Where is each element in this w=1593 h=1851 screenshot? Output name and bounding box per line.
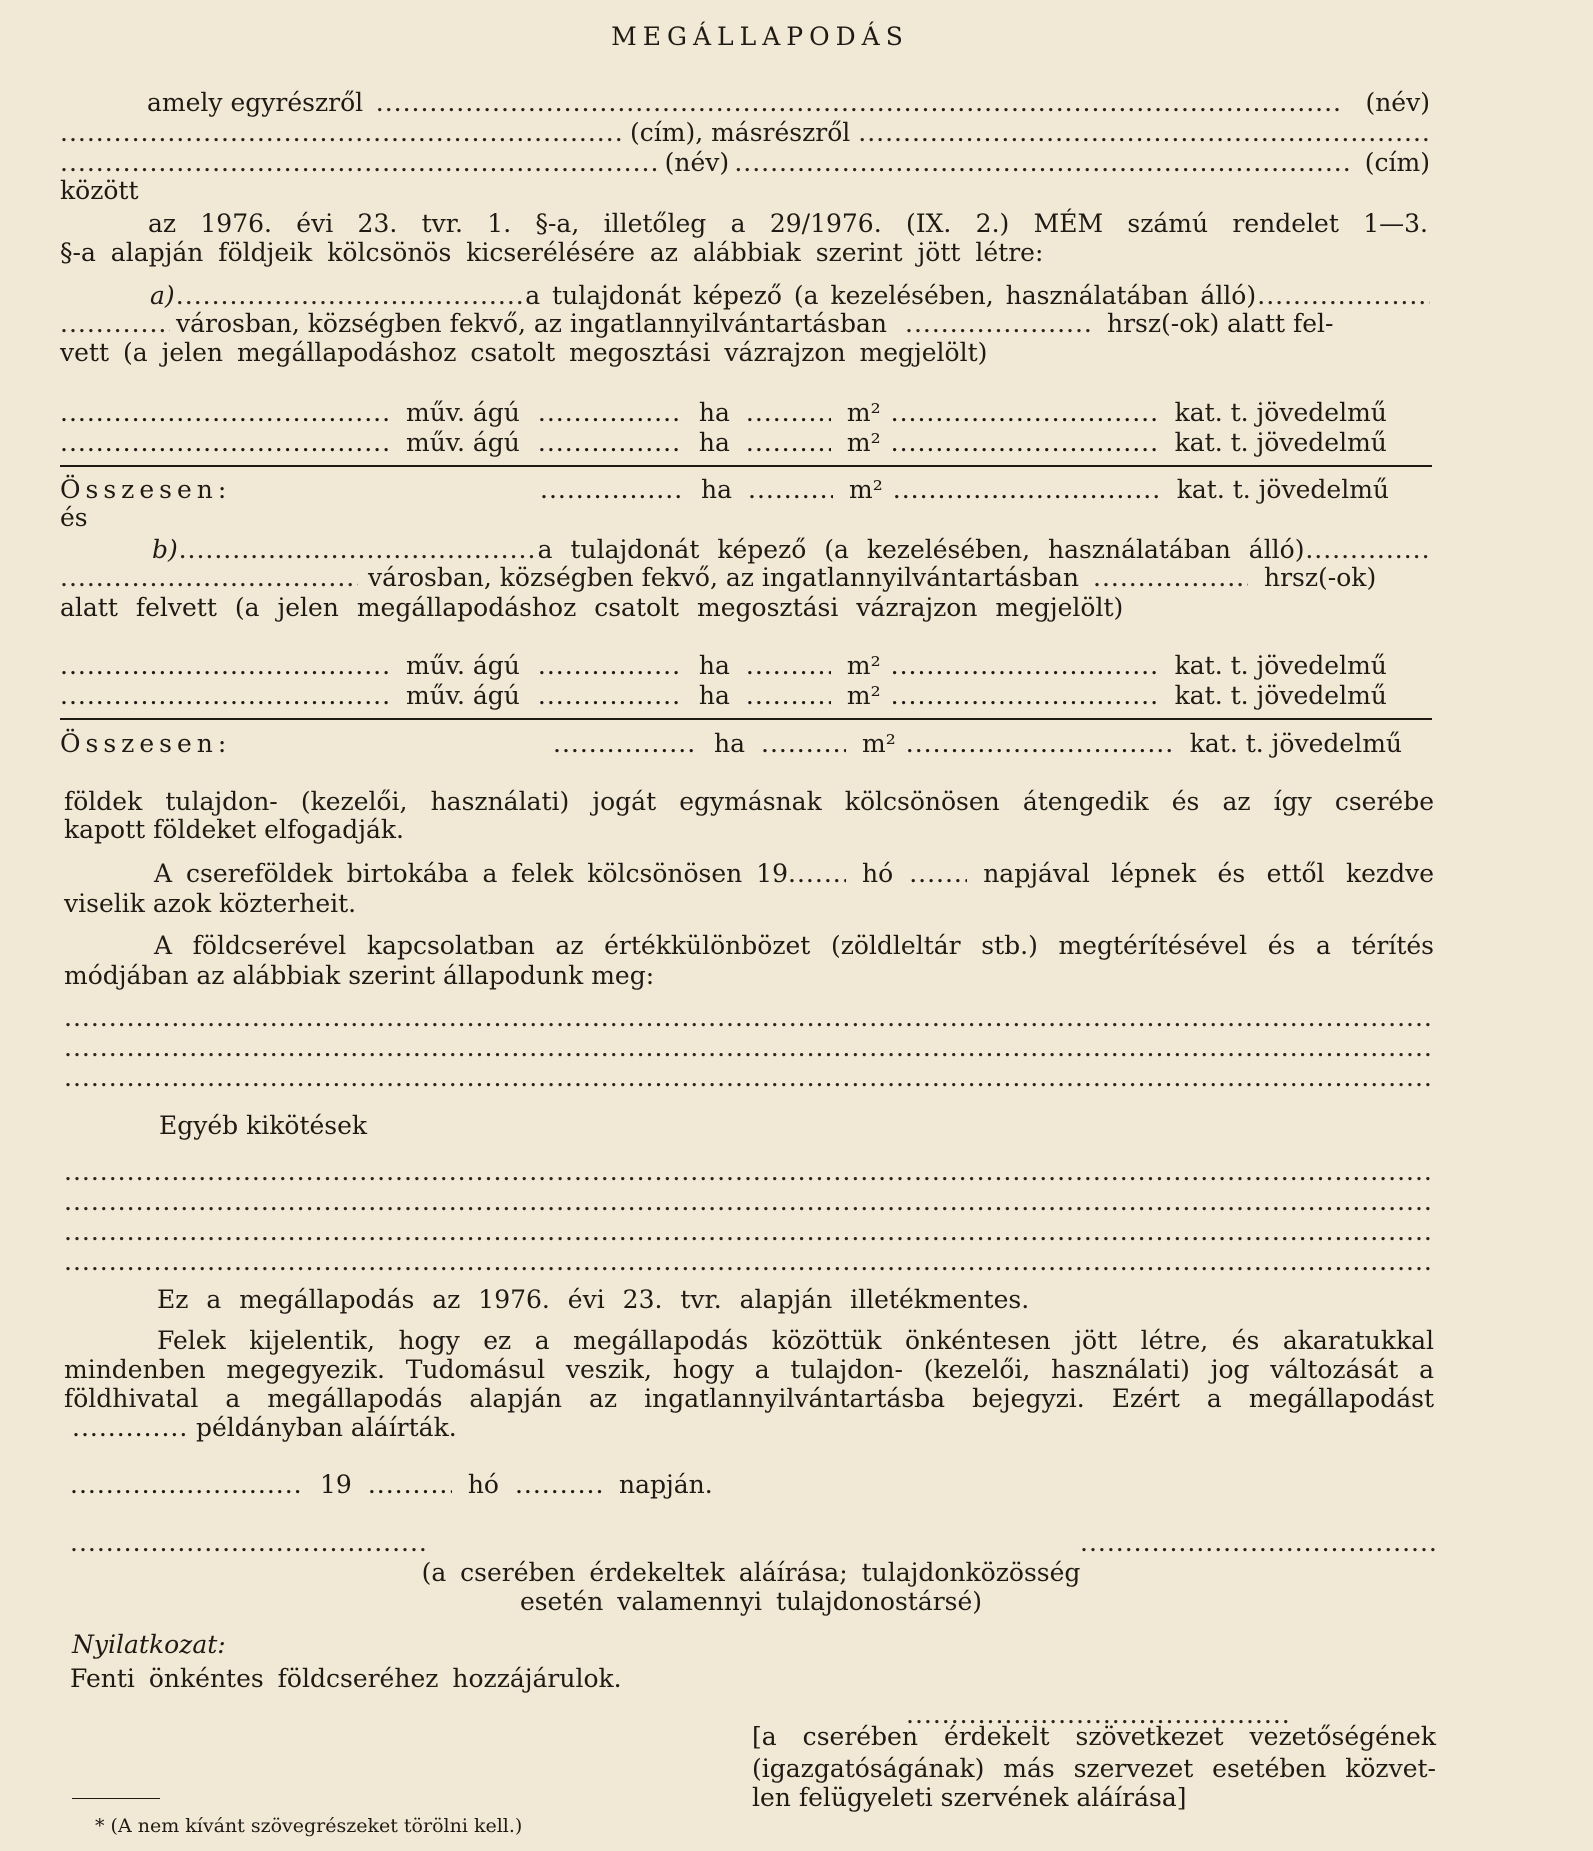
cim-masreszrol-label: (cím), másrészről xyxy=(629,118,851,147)
total-field-1[interactable] xyxy=(553,729,698,759)
paragraph-2-line2: viselik azok közterheit. xyxy=(64,889,357,918)
fill-line-dots xyxy=(64,1187,1434,1217)
section-a-letter: a) xyxy=(150,281,175,310)
section-a-row-1 xyxy=(60,398,1432,428)
date-napjan-label: napján. xyxy=(618,1470,713,1499)
section-a-city-field[interactable] xyxy=(60,309,170,339)
section-b-row-2 xyxy=(60,681,1432,711)
copies-count-field[interactable] xyxy=(72,1413,188,1443)
total-field-3[interactable] xyxy=(906,729,1176,759)
total-field-2[interactable] xyxy=(748,475,833,505)
illetekmentes: Ez a megállapodás az 1976. évi 23. tvr. alapján illetékmentes. xyxy=(157,1285,1030,1314)
paragraph-1-line1: földek tulajdon- (kezelői, használati) jogát egymásnak kölcsönösen átengedik és az így cserébe xyxy=(64,787,1434,816)
m2-label: m² xyxy=(862,729,896,758)
section-b-letter: b) xyxy=(152,535,178,564)
es-label: és xyxy=(60,503,88,532)
section-b-line1 xyxy=(152,535,1430,565)
m2-label: m² xyxy=(846,398,881,427)
row-field-1[interactable] xyxy=(60,428,390,458)
section-a-registry-field[interactable] xyxy=(905,309,1091,339)
p2-text-a: A csereföldek birtokába a felek kölcsönösen 19 xyxy=(154,859,789,888)
party2-name-line xyxy=(60,148,1430,178)
osszesen-label: Összesen: xyxy=(60,475,232,504)
paragraph-3-line1: A földcserével kapcsolatban az értékkülönbözet (zöldleltár stb.) megtérítésével és a térítés xyxy=(154,931,1434,960)
paragraph-4-line4 xyxy=(72,1413,672,1443)
row-field-1[interactable] xyxy=(60,398,390,428)
fill-line-dots xyxy=(1080,1528,1436,1558)
section-a-total xyxy=(60,475,1432,505)
row-field-4[interactable] xyxy=(891,681,1161,711)
ha-label: ha xyxy=(698,651,730,680)
total-field-3[interactable] xyxy=(893,475,1163,505)
kat-label: kat. t. jövedelmű xyxy=(1174,398,1387,427)
section-a-line2 xyxy=(60,309,1430,339)
nyilatkozat-label: Nyilatkozat: xyxy=(72,1630,226,1659)
coop-caption-line1: [a cserében érdekelt szövetkezet vezetőségének xyxy=(752,1722,1436,1751)
section-a-hrsz: hrsz(-ok) alatt fel- xyxy=(1107,309,1334,338)
ha-label: ha xyxy=(698,681,730,710)
section-b-city-field[interactable] xyxy=(60,563,358,593)
row-field-2[interactable] xyxy=(538,681,683,711)
fill-line-dots xyxy=(64,1157,1434,1187)
kat-label: kat. t. jövedelmű xyxy=(1174,428,1387,457)
paragraph-4-line2: mindenben megegyezik. Tudomásul veszik, hogy a tulajdon- (kezelői, használati) jog változását a xyxy=(64,1355,1434,1384)
coop-caption-line2: (igazgatóságának) más szervezet esetében közvet- xyxy=(752,1754,1436,1783)
m2-label: m² xyxy=(849,475,883,504)
section-b-row-1 xyxy=(60,651,1432,681)
section-a-owner-field[interactable] xyxy=(176,281,524,311)
total-field-2[interactable] xyxy=(761,729,846,759)
section-a-tulajdon-text: a tulajdonát képező (a kezelésében, használatában álló) xyxy=(525,281,1257,310)
paragraph-1-line2: kapott földeket elfogadják. xyxy=(64,815,404,844)
ha-label: ha xyxy=(701,475,733,504)
fill-line-dots xyxy=(70,1528,425,1558)
party1-address-field[interactable] xyxy=(60,118,622,148)
section-b-varosban: városban, községben fekvő, az ingatlannyilvántartásban xyxy=(368,563,1079,592)
kozott-label: között xyxy=(60,176,139,205)
section-b-line2 xyxy=(60,563,1430,593)
osszesen-label: Összesen: xyxy=(60,729,232,758)
footnote: * (A nem kívánt szövegrészeket törölni kell.) xyxy=(95,1815,523,1837)
ha-label: ha xyxy=(698,398,730,427)
coop-caption-line3: len felügyeleti szervének aláírása] xyxy=(752,1783,1187,1812)
section-b-extra-field[interactable] xyxy=(1305,535,1430,565)
fill-line-7[interactable] xyxy=(64,1247,1434,1277)
row-field-3[interactable] xyxy=(746,428,831,458)
fill-line-5[interactable] xyxy=(64,1187,1434,1217)
m2-label: m² xyxy=(846,681,881,710)
section-b-alatt: alatt felvett (a jelen megállapodáshoz csatolt megosztási vázrajzon megjelölt) xyxy=(60,593,1124,622)
section-b-hrsz: hrsz(-ok) xyxy=(1264,563,1377,592)
party2-name-field[interactable] xyxy=(858,118,1430,148)
signature-caption-line2: esetén valamennyi tulajdonostársé) xyxy=(519,1587,983,1616)
date-day-field[interactable] xyxy=(515,1470,603,1500)
fill-line-1[interactable] xyxy=(64,1003,1434,1033)
section-b-total xyxy=(60,729,1432,759)
p2-text-b: napjával lépnek és ettől kezdve xyxy=(983,859,1434,888)
kat-label: kat. t. jövedelmű xyxy=(1174,681,1387,710)
paragraph-4-line1: Felek kijelentik, hogy ez a megállapodás közöttük önkéntesen jött létre, és akaratukkal xyxy=(157,1326,1434,1355)
row-field-1[interactable] xyxy=(60,681,390,711)
fill-line-2[interactable] xyxy=(64,1033,1434,1063)
party1-address-line xyxy=(60,118,1430,148)
total-field-1[interactable] xyxy=(540,475,685,505)
row-field-4[interactable] xyxy=(891,651,1161,681)
p2-year-field[interactable] xyxy=(788,859,846,889)
section-a-vett: vett (a jelen megállapodáshoz csatolt megosztási vázrajzon megjelölt) xyxy=(60,338,988,367)
row-field-4[interactable] xyxy=(891,398,1161,428)
fill-line-4[interactable] xyxy=(64,1157,1434,1187)
nyilatkozat-text: Fenti önkéntes földcseréhez hozzájárulok. xyxy=(70,1664,622,1693)
law-reference-line2: §-a alapján földjeik kölcsönös kicserélésére az alábbiak szerint jött létre: xyxy=(60,238,1044,267)
place-field[interactable] xyxy=(70,1470,300,1500)
paragraph-4-line3: földhivatal a megállapodás alapján az ingatlannyilvántartásba bejegyzi. Ezért a megállapodást xyxy=(64,1384,1434,1413)
divider xyxy=(60,465,1432,467)
signature-field-right[interactable] xyxy=(1080,1528,1436,1558)
p2-day-field[interactable] xyxy=(909,859,967,889)
muv-label: műv. ágú xyxy=(406,651,520,680)
party2-address-field[interactable] xyxy=(734,148,1353,178)
party1-name-field[interactable] xyxy=(376,88,1343,118)
divider xyxy=(60,718,1432,720)
date-year-field[interactable] xyxy=(368,1470,452,1500)
fill-line-dots xyxy=(64,1217,1434,1247)
row-field-3[interactable] xyxy=(746,651,831,681)
row-field-3[interactable] xyxy=(746,398,831,428)
party1-name-line xyxy=(147,88,1430,118)
amely-label: amely egyrészről xyxy=(147,88,364,117)
paragraph-3-line2: módjában az alábbiak szerint állapodunk meg: xyxy=(64,961,655,990)
ha-label: ha xyxy=(698,428,730,457)
footnote-rule xyxy=(72,1798,160,1799)
paragraph-2-line1 xyxy=(154,859,1434,889)
fill-line-dots xyxy=(64,1003,1434,1033)
section-a-extra-field[interactable] xyxy=(1257,281,1430,311)
m2-label: m² xyxy=(846,428,881,457)
page-title: MEGÁLLAPODÁS xyxy=(611,22,909,51)
section-b-owner-field[interactable] xyxy=(179,535,537,565)
row-field-3[interactable] xyxy=(746,681,831,711)
kat-label: kat. t. jövedelmű xyxy=(1176,475,1390,504)
date-ho-label: hó xyxy=(467,1470,499,1499)
signature-field-left[interactable] xyxy=(70,1528,425,1558)
kat-label: kat. t. jövedelmű xyxy=(1174,651,1387,680)
fill-line-6[interactable] xyxy=(64,1217,1434,1247)
cim2-label: (cím) xyxy=(1364,148,1430,177)
section-a-line1 xyxy=(150,281,1430,311)
m2-label: m² xyxy=(846,651,881,680)
date-line xyxy=(70,1470,770,1500)
signature-caption-line1: (a cserében érdekeltek aláírása; tulajdonközösség xyxy=(421,1558,1081,1587)
date-year-label: 19 xyxy=(320,1470,352,1499)
ha-label: ha xyxy=(714,729,746,758)
muv-label: műv. ágú xyxy=(406,681,520,710)
p2-ho: hó xyxy=(862,859,894,888)
row-field-2[interactable] xyxy=(538,428,683,458)
party2-name-field-2[interactable] xyxy=(60,148,660,178)
muv-label: műv. ágú xyxy=(406,428,520,457)
p4-peldanyban: példányban aláírták. xyxy=(196,1413,457,1442)
nev2-label: (név) xyxy=(664,148,730,177)
fill-line-dots xyxy=(64,1063,1434,1093)
row-field-2[interactable] xyxy=(538,398,683,428)
section-b-registry-field[interactable] xyxy=(1093,563,1248,593)
muv-label: műv. ágú xyxy=(406,398,520,427)
egyeb-kikotesek: Egyéb kikötések xyxy=(159,1111,368,1140)
fill-line-dots xyxy=(64,1247,1434,1277)
fill-line-3[interactable] xyxy=(64,1063,1434,1093)
section-a-row-2 xyxy=(60,428,1432,458)
kat-label: kat. t. jövedelmű xyxy=(1189,729,1403,758)
row-field-1[interactable] xyxy=(60,651,390,681)
row-field-2[interactable] xyxy=(538,651,683,681)
fill-line-dots xyxy=(64,1033,1434,1063)
nev-label: (név) xyxy=(1365,88,1430,117)
row-field-4[interactable] xyxy=(891,428,1161,458)
law-reference-line1: az 1976. évi 23. tvr. 1. §-a, illetőleg a 29/1976. (IX. 2.) MÉM számú rendelet 1—3. xyxy=(148,209,1428,238)
section-b-tulajdon-text: a tulajdonát képező (a kezelésében, használatában álló) xyxy=(537,535,1305,564)
section-a-varosban: városban, községben fekvő, az ingatlannyilvántartásban xyxy=(176,309,887,338)
